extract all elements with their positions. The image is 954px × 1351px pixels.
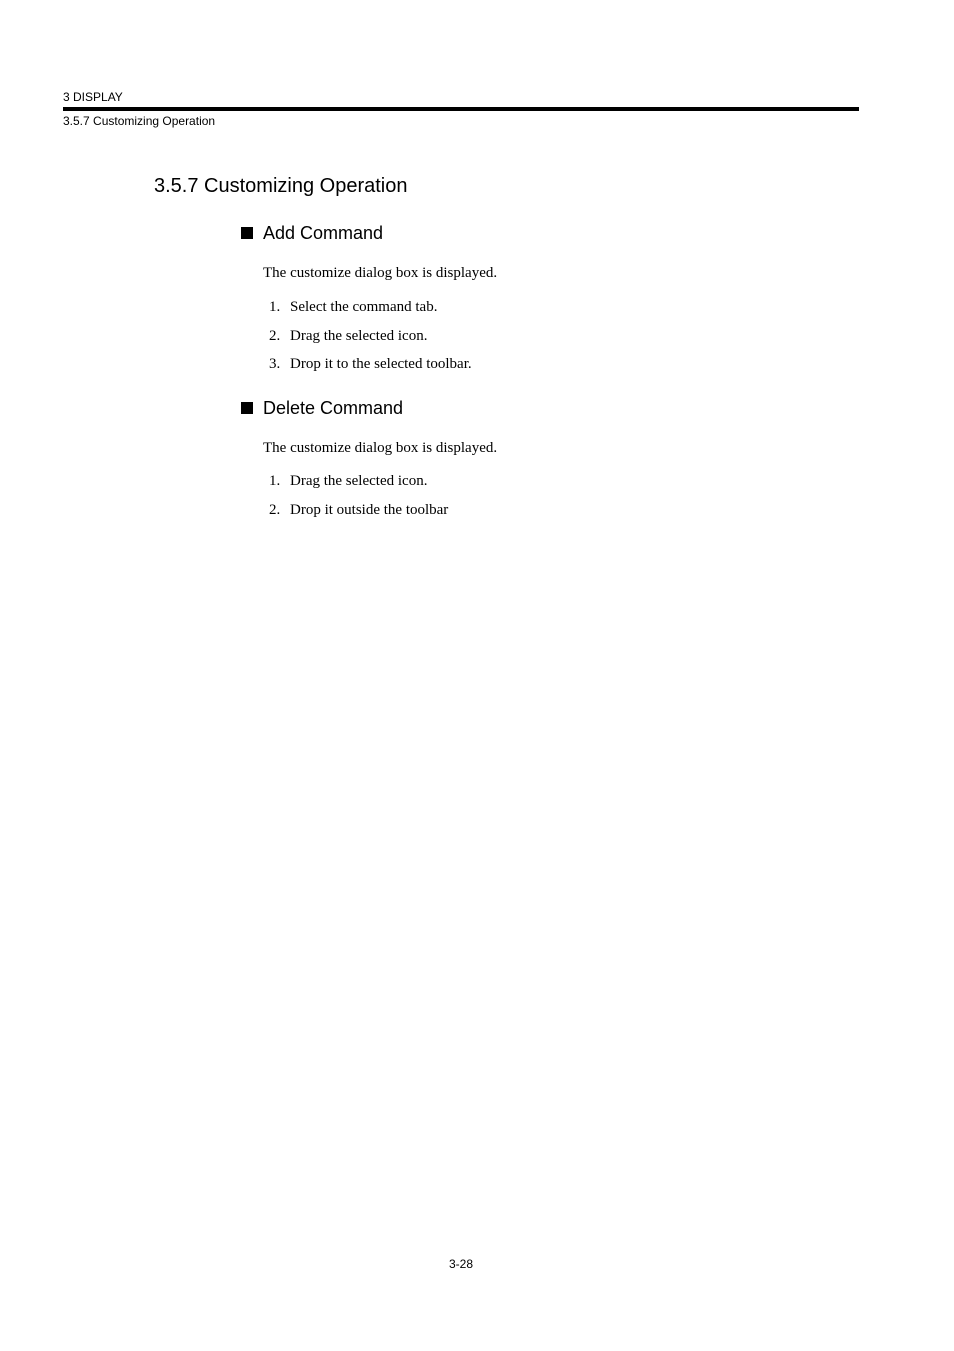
delete-command-heading-text: Delete Command (263, 397, 404, 418)
list-item (269, 355, 472, 373)
delete-command-heading (241, 397, 841, 419)
step-number: 2. (269, 502, 281, 518)
step-text: Drag the selected icon. (290, 328, 428, 344)
page-title: 3.5.7 Customizing Operation (154, 175, 408, 197)
list-item (269, 472, 427, 490)
step-number: 3. (269, 356, 281, 372)
header-rule (63, 107, 859, 111)
running-header-section: 3.5.7 Customizing Operation (63, 114, 216, 128)
square-bullet-icon (241, 402, 253, 414)
step-number: 2. (269, 328, 281, 344)
add-command-section (241, 222, 841, 372)
list-item (269, 501, 448, 519)
step-number: 1. (269, 299, 281, 315)
step-number: 1. (269, 473, 281, 489)
add-command-heading-text: Add Command (263, 222, 384, 243)
page-number: 3-28 (448, 1257, 474, 1271)
step-text: Select the command tab. (290, 299, 438, 315)
square-bullet-icon (241, 227, 253, 239)
add-command-heading (241, 222, 841, 244)
step-text: Drop it outside the toolbar (290, 502, 449, 518)
step-text: Drag the selected icon. (290, 473, 428, 489)
list-item (269, 327, 427, 345)
delete-command-intro: The customize dialog box is displayed. (263, 440, 498, 456)
step-text: Drop it to the selected toolbar. (290, 356, 472, 372)
running-header-chapter: 3 DISPLAY (63, 90, 123, 104)
list-item (269, 298, 437, 316)
delete-command-section (241, 397, 841, 518)
add-command-intro: The customize dialog box is displayed. (263, 265, 498, 281)
